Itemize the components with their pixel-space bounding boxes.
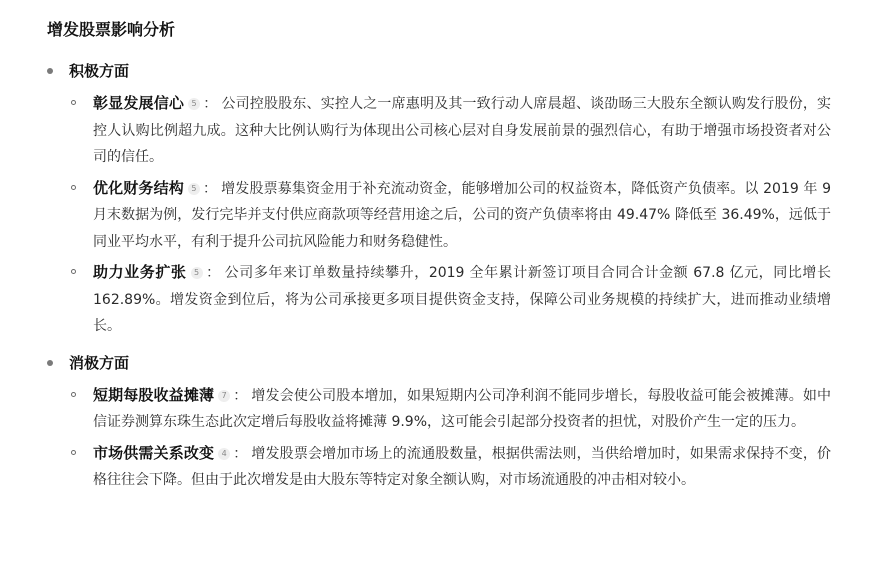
bullet-circle-icon bbox=[71, 100, 76, 105]
list-item bbox=[93, 382, 871, 436]
item-text: 公司控股股东、实控人之一席惠明及其一致行动人席晨超、谈劭旸三大股东全额认购发行股份，实控人认购比例超九成。这种大比例认购行为体现出公司核心层对自身发展前景的强烈信心，有助于增强市场投资者对公司的信任。 bbox=[93, 96, 831, 165]
list-item bbox=[93, 259, 871, 340]
item-text: 增发股票会增加市场上的流通股数量，根据供需法则，当供给增加时，如果需求保持不变，价格往往会下降。但由于此次增发是由大股东等特定对象全额认购，对市场流通股的冲击相对较小。 bbox=[93, 445, 831, 488]
citation-badge[interactable]: 5 bbox=[188, 98, 200, 110]
list-item bbox=[93, 175, 871, 256]
colon: ： bbox=[202, 180, 218, 197]
section-heading bbox=[47, 350, 871, 376]
item-title: 彰显发展信心 bbox=[93, 94, 185, 112]
item-title: 优化财务结构 bbox=[93, 178, 184, 197]
bullet-circle-icon bbox=[71, 269, 76, 274]
item-text: 增发股票募集资金用于补充流动资金，能够增加公司的权益资本，降低资产负债率。以 2019 年 9 月末数据为例，发行完毕并支付供应商款项等经营用途之后，公司的资产负债率将由 49.47% 降低至 36.49%，远低于同业平均水平，有利于提升公司抗风险能力和财务稳健性。 bbox=[93, 180, 831, 250]
colon: ： bbox=[203, 96, 218, 112]
colon: ： bbox=[233, 445, 248, 462]
bullet-circle-icon bbox=[71, 392, 76, 397]
item-text: 公司多年来订单数量持续攀升，2019 全年累计新签订项目合同合计金额 67.8 亿元，同比增长 162.89%。增发资金到位后，将为公司承接更多项目提供资金支持，保障公司业务规模的持续扩大，进而推动业绩增长。 bbox=[93, 265, 831, 334]
colon: ： bbox=[233, 387, 248, 404]
bullet-disc-icon bbox=[47, 68, 53, 74]
citation-badge[interactable]: 7 bbox=[218, 390, 230, 402]
list-item bbox=[93, 90, 871, 171]
item-title: 助力业务扩张 bbox=[93, 263, 187, 281]
bullet-disc-icon bbox=[47, 360, 53, 366]
citation-badge[interactable]: 5 bbox=[188, 183, 200, 195]
item-list bbox=[47, 90, 871, 340]
item-title: 短期每股收益摊薄 bbox=[93, 385, 215, 404]
bullet-circle-icon bbox=[71, 450, 76, 455]
item-list bbox=[47, 382, 871, 494]
section-heading-text: 消极方面 bbox=[69, 353, 130, 372]
section-heading-text: 积极方面 bbox=[69, 62, 130, 80]
citation-badge[interactable]: 4 bbox=[218, 448, 230, 460]
page-title: 增发股票影响分析 bbox=[47, 20, 176, 39]
section-heading bbox=[47, 58, 871, 84]
list-item bbox=[93, 440, 871, 494]
bullet-circle-icon bbox=[71, 185, 76, 190]
item-text: 增发会使公司股本增加，如果短期内公司净利润不能同步增长，每股收益可能会被摊薄。如中信证券测算东珠生态此次定增后每股收益将摊薄 9.9%，这可能会引起部分投资者的担忧，对股价产生一定的压力。 bbox=[93, 387, 831, 430]
section-negative bbox=[47, 350, 871, 494]
item-title: 市场供需关系改变 bbox=[93, 443, 215, 462]
section-positive bbox=[47, 58, 871, 340]
citation-badge[interactable]: 5 bbox=[191, 267, 203, 279]
colon: ： bbox=[205, 265, 221, 281]
